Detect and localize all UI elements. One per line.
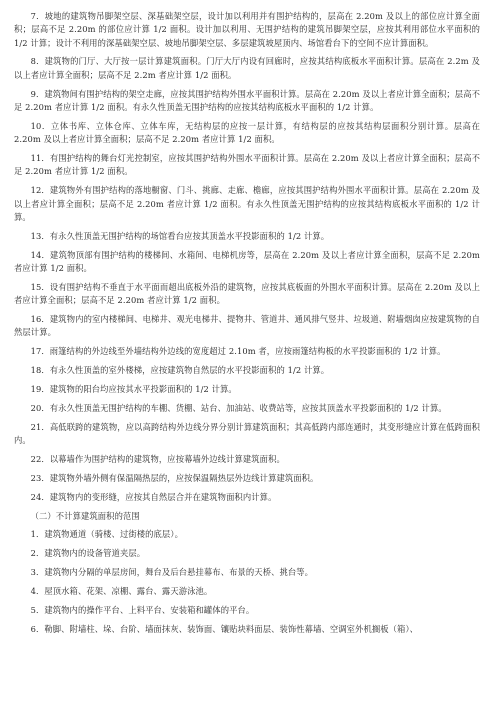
rule-12: 12．建筑物外有围护结构的落地橱窗、门斗、挑廊、走廊、檐廊，应按其围护结构外围水平面积计算。层高在 2.20m 及以上者应计算全面积；层高不足 2.20m 者应计算 1/2 面积。有永久性顶盖无围护结构的应按其结构底板水平面积的 1/2 计算。 [14,185,480,222]
rule-10: 10．立体书库、立体仓库、立体车库，无结构层的应按一层计算，有结构层的应按其结构层面积分别计算。层高在 2.20m 及以上者应计算全面积；层高不足 2.20m 者应计算 1/2 面积。 [14,120,480,145]
excluded-item-4: 4．屋顶水箱、花架、凉棚、露台、露天游泳池。 [30,586,213,597]
excluded-list [14,528,480,636]
rule-13: 13．有永久性顶盖无围护结构的场馆看台应按其顶盖水平投影面积的 1/2 计算。 [30,230,330,241]
excluded-item-5: 5．建筑物内的操作平台、上料平台、安装箱和罐体的平台。 [30,605,255,616]
rule-21: 21．高低联跨的建筑物，应以高跨结构外边线分界分别计算建筑面积；其高低跨内部连通时，其变形缝应计算在低跨面积内。 [14,421,480,446]
rule-22: 22．以幕墙作为围护结构的建筑物，应按幕墙外边线计算建筑面积。 [30,453,285,464]
rule-20: 20．有永久性顶盖无围护结构的车棚、货棚、站台、加油站、收费站等，应按其顶盖水平投影面积的 1/2 计算。 [30,402,447,413]
rule-23: 23．建筑物外墙外侧有保温隔热层的，应按保温隔热层外边线计算建筑面积。 [30,472,319,483]
rules-list [14,10,480,504]
section-heading: （二）不计算建筑面积的范围 [30,510,140,521]
excluded-item-1: 1．建筑物通道（骑楼、过街楼的底层）。 [30,529,183,540]
rule-17: 17．雨篷结构的外边线至外墙结构外边线的宽度超过 2.10m 者，应按雨篷结构板的水平投影面积的 1/2 计算。 [30,346,446,357]
rule-9: 9．建筑物间有围护结构的架空走廊，应按其围护结构外围水平面积计算。层高在 2.20m 及以上者应计算全面积；层高不足 2.20m 者应计算 1/2 面积。有永久性顶盖无围护结构的应按其结构底板水平面积的 1/2 计算。 [14,88,480,112]
rule-8: 8．建筑物的门厅、大厅按一层计算建筑面积。门厅大厅内设有回廊时，应按其结构底板水平面积计算。层高在 2.2m 及以上者应计算全面积；层高不足 2.2m 者应计算 1/2 面积。 [14,56,480,80]
rule-11: 11．有围护结构的舞台灯光控制室，应按其围护结构外围水平面积计算。层高在 2.20m 及以上者应计算全面积；层高不足 2.20m 者应计算 1/2 面积。 [14,153,480,177]
rule-16: 16．建筑物内的室内楼梯间、电梯井、观光电梯井、提物井、管道井、通风排气竖井、垃圾道、附墙烟囱应按建筑物的自然层计算。 [14,313,480,338]
rule-15: 15．设有围护结构不垂直于水平面而超出底板外沿的建筑物，应按其底板面的外围水平面积计算。层高在 2.20m 及以上者应计算全面积；层高不足 2.20m 者应计算 1/2 面积。 [14,281,480,306]
rule-19: 19．建筑物的阳台均应按其水平投影面积的 1/2 计算。 [30,383,237,394]
excluded-item-3: 3．建筑物内分隔的单层房间，舞台及后台悬挂幕布、布景的天桥、挑台等。 [30,567,314,578]
excluded-item-2: 2．建筑物内的设备管道夹层。 [30,548,146,559]
rule-24: 24．建筑物内的变形缝，应按其自然层合并在建筑物面积内计算。 [30,491,277,502]
rule-14: 14．建筑物顶部有围护结构的楼梯间、水箱间、电梯机房等，层高在 2.20m 及以上者应计算全面积，层高不足 2.20m 者应计算 1/2 面积。 [14,249,480,273]
rule-7: 7．坡地的建筑物吊脚架空层、深基础架空层，设计加以利用并有围护结构的，层高在 2.20m 及以上的部位应计算全面积；层高不足 2.20m 的部位应计算 1/2 面积。设计加以利用、无围护结构的建筑吊脚架空层，应按其利用部位水平面积的 1/2 计算；设计不利用的深基础架空层、坡地吊脚架空层、多层建筑坡屋顶内、场馆看台下的空间不应计算面积。 [14,11,480,48]
rule-18: 18．有永久性顶盖的室外楼梯，应按建筑物自然层的水平投影面积的 1/2 计算。 [30,365,330,376]
excluded-item-6: 6．勒脚、附墙柱、垛、台阶、墙面抹灰、装饰面、镶贴块料面层、装饰性幕墙、空调室外机搁板（箱）、 [30,623,419,634]
